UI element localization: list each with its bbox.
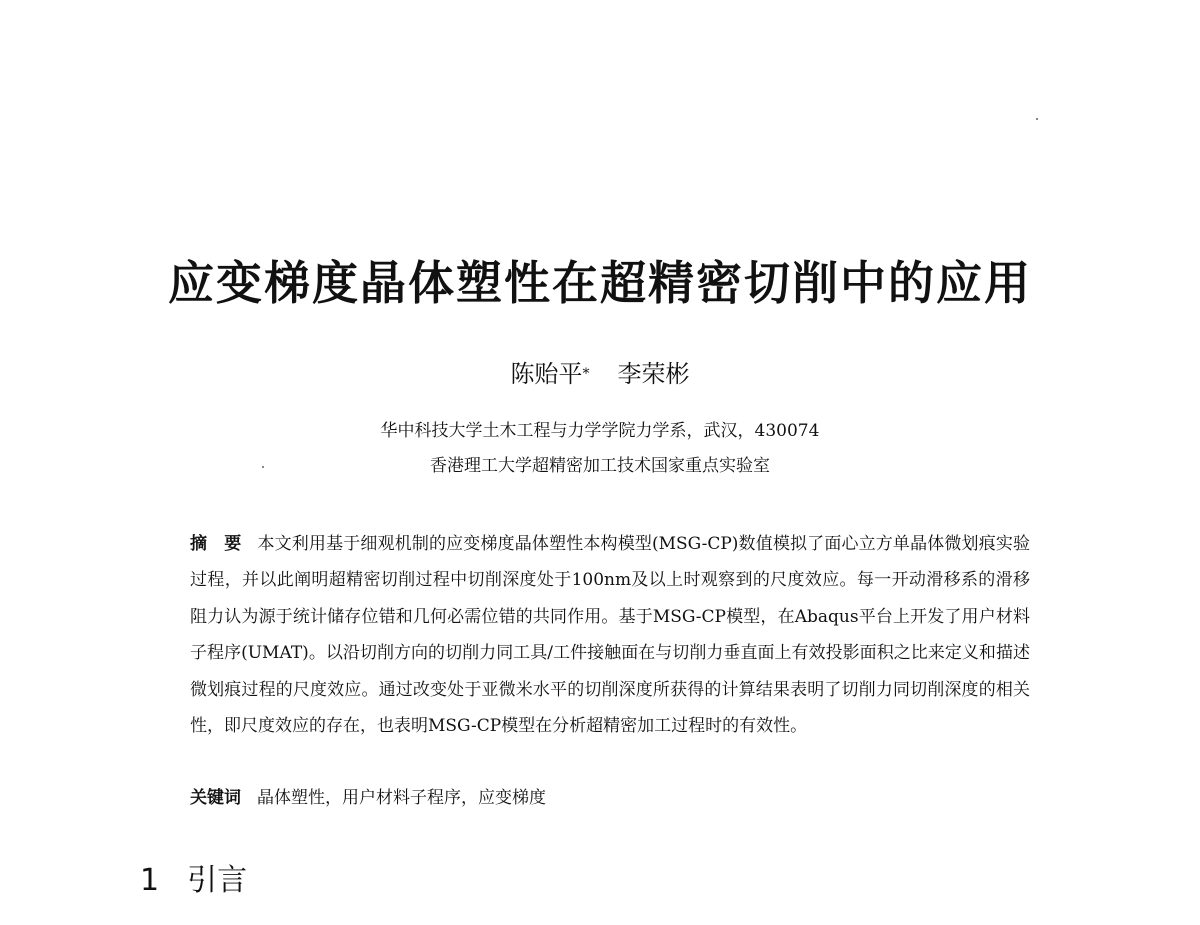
keywords-text: 晶体塑性，用户材料子程序，应变梯度	[257, 788, 546, 808]
author-second: 李荣彬	[617, 360, 690, 388]
paper-title: 应变梯度晶体塑性在超精密切削中的应用	[168, 256, 1032, 310]
abstract-text: 本文利用基于细观机制的应变梯度晶体塑性本构模型(MSG-CP)数值模拟了面心立方单晶体微划痕实验过程，并以此阐明超精密切削过程中切削深度处于100nm及以上时观察到的尺度效应。每一开动滑移系的滑移阻力认为源于统计储存位错和几何必需位错的共同作用。基于MSG-CP模型，在Abaqus平台上开发了用户材料子程序(UMAT)。以沿切削方向的切削力同工具/工件接触面在与切削力垂直面上有效投影面积之比来定义和描述微划痕过程的尺度效应。通过改变处于亚微米水平的切削深度所获得的计算结果表明了切削力同切削深度的相关性，即尺度效应的存在，也表明MSG-CP模型在分析超精密加工过程时的有效性。	[190, 534, 1031, 737]
affiliation-2: 香港理工大学超精密加工技术国家重点实验室	[430, 456, 770, 476]
abstract	[190, 526, 1030, 744]
section-title: 引言	[187, 863, 248, 898]
author-line	[0, 356, 1200, 392]
author-first: 陈贻平	[510, 360, 583, 388]
keywords	[190, 780, 1030, 816]
keywords-label: 关键词	[190, 788, 241, 808]
abstract-label: 摘 要	[190, 534, 242, 554]
scan-speck	[1036, 118, 1038, 120]
affiliation-1: 华中科技大学土木工程与力学学院力学系，武汉，430074	[380, 421, 820, 441]
section-heading	[140, 856, 247, 906]
section-number: 1	[140, 863, 160, 898]
corresponding-mark: *	[582, 366, 590, 382]
